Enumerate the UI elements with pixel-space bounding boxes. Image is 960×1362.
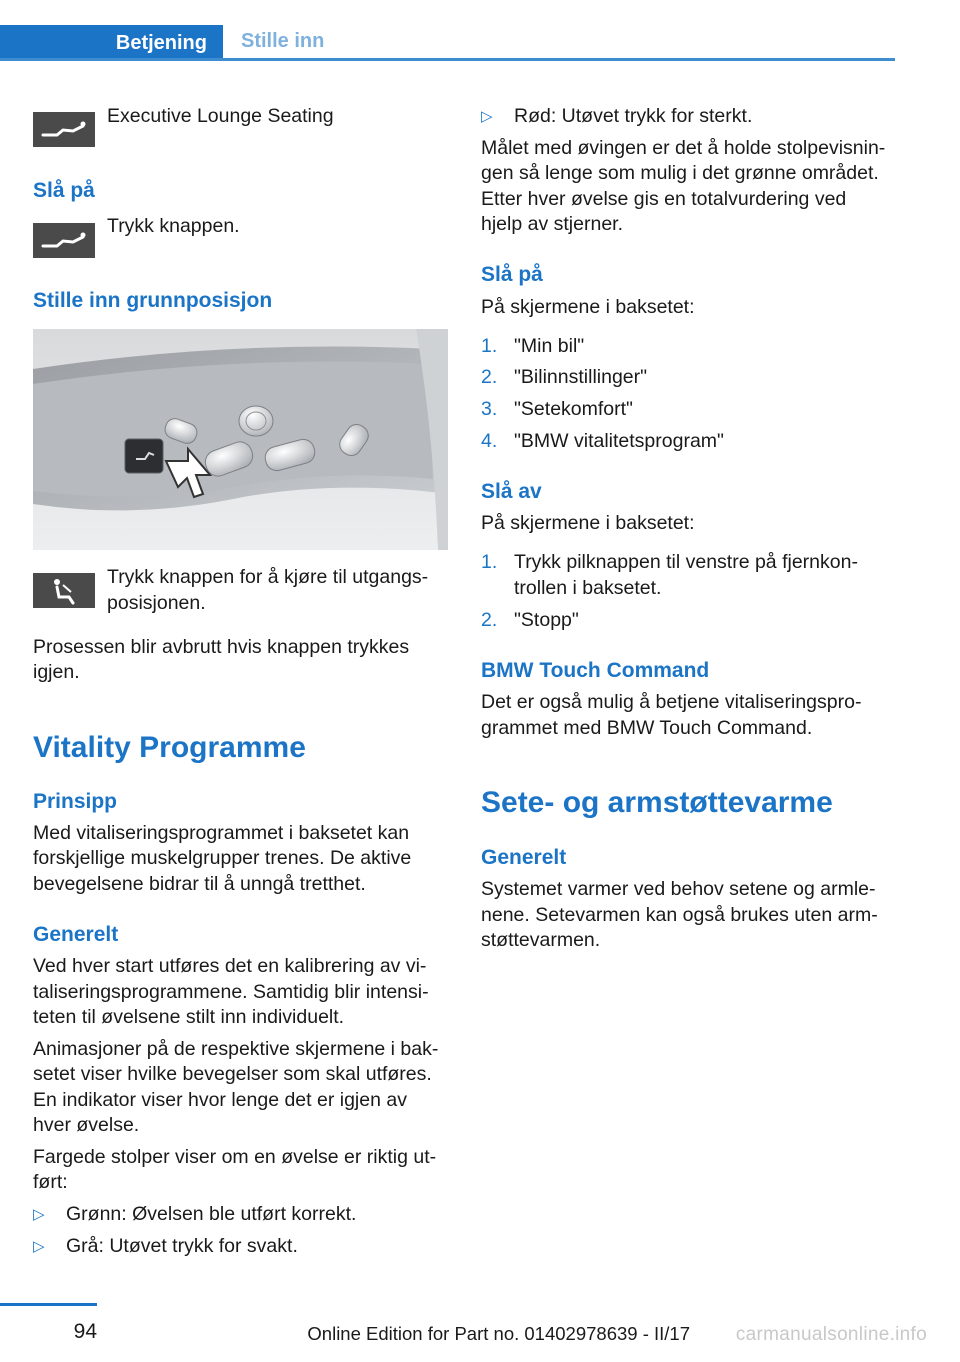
prinsipp-line: forskjellige muskelgrupper trenes. De aktive	[33, 847, 412, 869]
lounge-seating-icon	[33, 112, 95, 147]
exec-lounge-label: Executive Lounge Seating	[107, 105, 334, 127]
seat-exit-position-icon	[33, 573, 95, 608]
utgang-line-2: posisjonen.	[107, 592, 206, 614]
maal-line: Etter hver øvelse gis en totalvurdering ved	[481, 188, 847, 210]
touch-line: grammet med BMW Touch Command.	[481, 717, 813, 739]
maal-line: gen så lenge som mulig i det grønne området.	[481, 162, 879, 184]
generelt-line: taliseringsprogrammene. Samtidig blir intensi‐	[33, 981, 429, 1003]
maal-line: Målet med øvingen er det å holde stolpevisnin‐	[481, 137, 886, 159]
tab-stille-inn[interactable]: Stille inn	[241, 30, 325, 52]
sete-line: Systemet varmer ved behov setene og armle‐	[481, 878, 876, 900]
heading-touch-command: BMW Touch Command	[481, 659, 710, 682]
edition-text: Online Edition for Part no. 01402978639 - II/17	[307, 1323, 690, 1344]
generelt-line: Animasjoner på de respektive skjermene i bak‐	[33, 1038, 439, 1060]
footer-rule	[0, 1303, 97, 1306]
sla-pa-intro: På skjermene i baksetet:	[481, 296, 695, 318]
prinsipp-line: bevegelsene bidrar til å unngå tretthet.	[33, 873, 366, 895]
header-tabbar	[0, 25, 895, 62]
generelt-line: setet viser hvilke bevegelser som skal utføres.	[33, 1063, 432, 1085]
lounge-seating-icon	[33, 223, 95, 258]
generelt-line: En indikator viser hvor lenge det er igjen av	[33, 1089, 407, 1111]
sla-pa-text: Trykk knappen.	[107, 215, 240, 237]
triangle-bullet-icon: ▷	[481, 108, 493, 125]
sete-line: støttevarmen.	[481, 929, 601, 951]
heading-generelt: Generelt	[481, 846, 567, 869]
heading-sla-pa: Slå på	[481, 263, 543, 286]
heading-sla-pa: Slå på	[33, 179, 95, 202]
triangle-bullet-icon: ▷	[33, 1238, 45, 1255]
generelt-line: Ved hver start utføres det en kalibrering av vi‐	[33, 955, 427, 977]
sete-line: nene. Setevarmen kan også brukes uten arm‐	[481, 904, 878, 926]
heading-vitality-programme: Vitality Programme	[33, 731, 306, 764]
heading-sete-armstotte: Sete- og armstøttevarme	[481, 786, 833, 819]
touch-line: Det er også mulig å betjene vitaliseringspro‐	[481, 691, 862, 713]
utgang-line-1: Trykk knappen for å kjøre til utgangs‐	[107, 566, 429, 588]
generelt-line: hver øvelse.	[33, 1114, 140, 1136]
page-number: 94	[73, 1320, 97, 1343]
prinsipp-line: Med vitaliseringsprogrammet i baksetet kan	[33, 822, 410, 844]
heading-sla-av: Slå av	[481, 480, 542, 503]
generelt-line: Fargede stolper viser om en øvelse er riktig ut‐	[33, 1146, 437, 1168]
avbrutt-line-1: Prosessen blir avbrutt hvis knappen trykkes	[33, 636, 410, 658]
header-rule	[0, 58, 895, 61]
triangle-bullet-icon: ▷	[33, 1206, 45, 1223]
generelt-line: teten til øvelsene stilt inn individuelt.	[33, 1006, 345, 1028]
seat-controls-photo	[33, 329, 448, 550]
avbrutt-line-2: igjen.	[33, 661, 80, 683]
generelt-line: ført:	[33, 1171, 68, 1193]
watermark: carmanualsonline.info	[735, 1324, 927, 1345]
maal-line: hjelp av stjerner.	[481, 213, 623, 235]
sla-av-intro: På skjermene i baksetet:	[481, 512, 695, 534]
heading-generelt: Generelt	[33, 923, 119, 946]
heading-grunnposisjon: Stille inn grunnposisjon	[33, 289, 273, 312]
heading-prinsipp: Prinsipp	[33, 790, 118, 813]
tab-betjening[interactable]: Betjening	[0, 25, 223, 61]
